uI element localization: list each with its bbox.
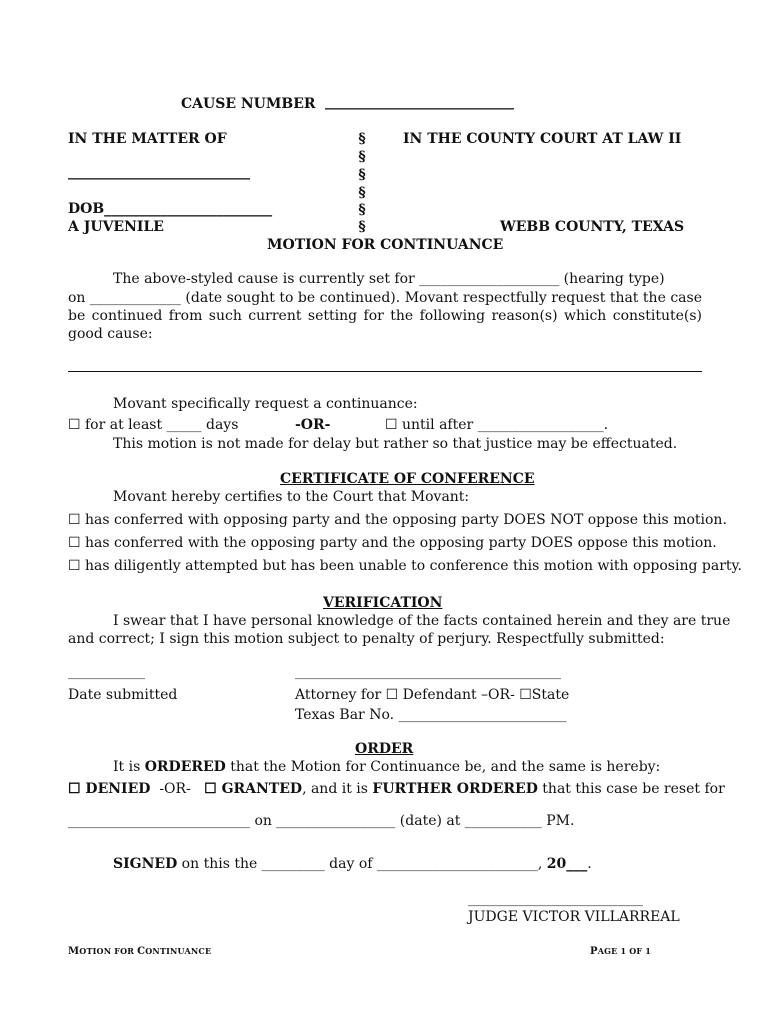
section-symbol: § [358, 219, 366, 235]
in-the-matter-of: IN THE MATTER OF [68, 131, 227, 147]
section-symbol: § [358, 131, 366, 147]
court-name: IN THE COUNTY COURT AT LAW II [403, 131, 682, 147]
texas-bar-no[interactable]: Texas Bar No. ________________________ [295, 707, 567, 723]
order-statement: It is ORDERED that the Motion for Continuance be, and the same is hereby: [113, 759, 661, 775]
footer-title: MOTION FOR CONTINUANCE [68, 946, 212, 957]
document-title: MOTION FOR CONTINUANCE [267, 237, 504, 253]
footer-page-number: PAGE 1 OF 1 [590, 946, 652, 957]
order-decision: ☐ DENIED -OR- ☐ GRANTED, and it is FURTHER ORDERED that this case be reset for [68, 781, 725, 797]
conference-lead: Movant hereby certifies to the Court that Movant: [113, 489, 470, 505]
date-submitted-blank[interactable]: ___________ [68, 664, 145, 680]
conference-option-oppose[interactable]: ☐ has conferred with the opposing party and the opposing party DOES oppose this motion. [68, 535, 717, 551]
conference-heading: CERTIFICATE OF CONFERENCE [280, 471, 535, 487]
delay-note: This motion is not made for delay but rather so that justice may be effectuated. [113, 436, 678, 452]
conference-option-attempted[interactable]: ☐ has diligently attempted but has been unable to conference this motion with opposing party. [68, 558, 743, 574]
attorney-for[interactable]: Attorney for ☐ Defendant –OR- ☐State [295, 687, 570, 703]
intro-line-1: The above-styled cause is currently set for ____________________ (hearing type) [113, 271, 665, 287]
judge-name: JUDGE VICTOR VILLARREAL [468, 909, 680, 925]
judge-signature-blank[interactable]: _________________________ [468, 891, 643, 907]
or-label: -OR- [295, 417, 331, 433]
conference-option-not-oppose[interactable]: ☐ has conferred with opposing party and the opposing party DOES NOT oppose this motion. [68, 512, 727, 528]
request-lead: Movant specifically request a continuance: [113, 396, 418, 412]
county-label: WEBB COUNTY, TEXAS [500, 219, 685, 235]
option-days[interactable]: ☐ for at least _____ days [68, 417, 239, 433]
denied-checkbox[interactable]: ☐ DENIED [68, 781, 151, 797]
verification-heading: VERIFICATION [323, 595, 443, 611]
verification-text-2: and correct; I sign this motion subject to penalty of perjury. Respectfully submitted: [68, 631, 665, 647]
granted-checkbox[interactable]: ☐ GRANTED [204, 781, 303, 797]
cause-number-blank[interactable]: ___________________________ [325, 94, 514, 110]
reset-date-line[interactable]: __________________________ on _________________ (date) at ___________ PM. [68, 813, 575, 829]
signed-line: SIGNED on this the _________ day of _______________________, 20___. [113, 856, 592, 872]
signature-blank[interactable]: ______________________________________ [295, 664, 561, 680]
section-symbol: § [358, 185, 366, 201]
cause-number-label: CAUSE NUMBER [181, 96, 316, 112]
juvenile-name-blank[interactable]: __________________________ [68, 164, 250, 180]
date-submitted-label: Date submitted [68, 687, 178, 703]
verification-text-1: I swear that I have personal knowledge of the facts contained herein and they are true [113, 613, 731, 629]
order-heading: ORDER [355, 741, 414, 757]
juvenile-label: A JUVENILE [68, 219, 164, 235]
intro-paragraph: on _____________ (date sought to be continued). Movant respectfully request that the case be continued from such current setting for the following reason(s) which constitute(s) good cause: [68, 290, 702, 342]
reason-line[interactable] [68, 371, 702, 372]
section-symbol: § [358, 167, 366, 183]
dob-field[interactable]: DOB________________________ [68, 201, 273, 217]
option-until[interactable]: ☐ until after __________________. [385, 417, 609, 433]
section-symbol: § [358, 202, 366, 218]
section-symbol: § [358, 149, 366, 165]
